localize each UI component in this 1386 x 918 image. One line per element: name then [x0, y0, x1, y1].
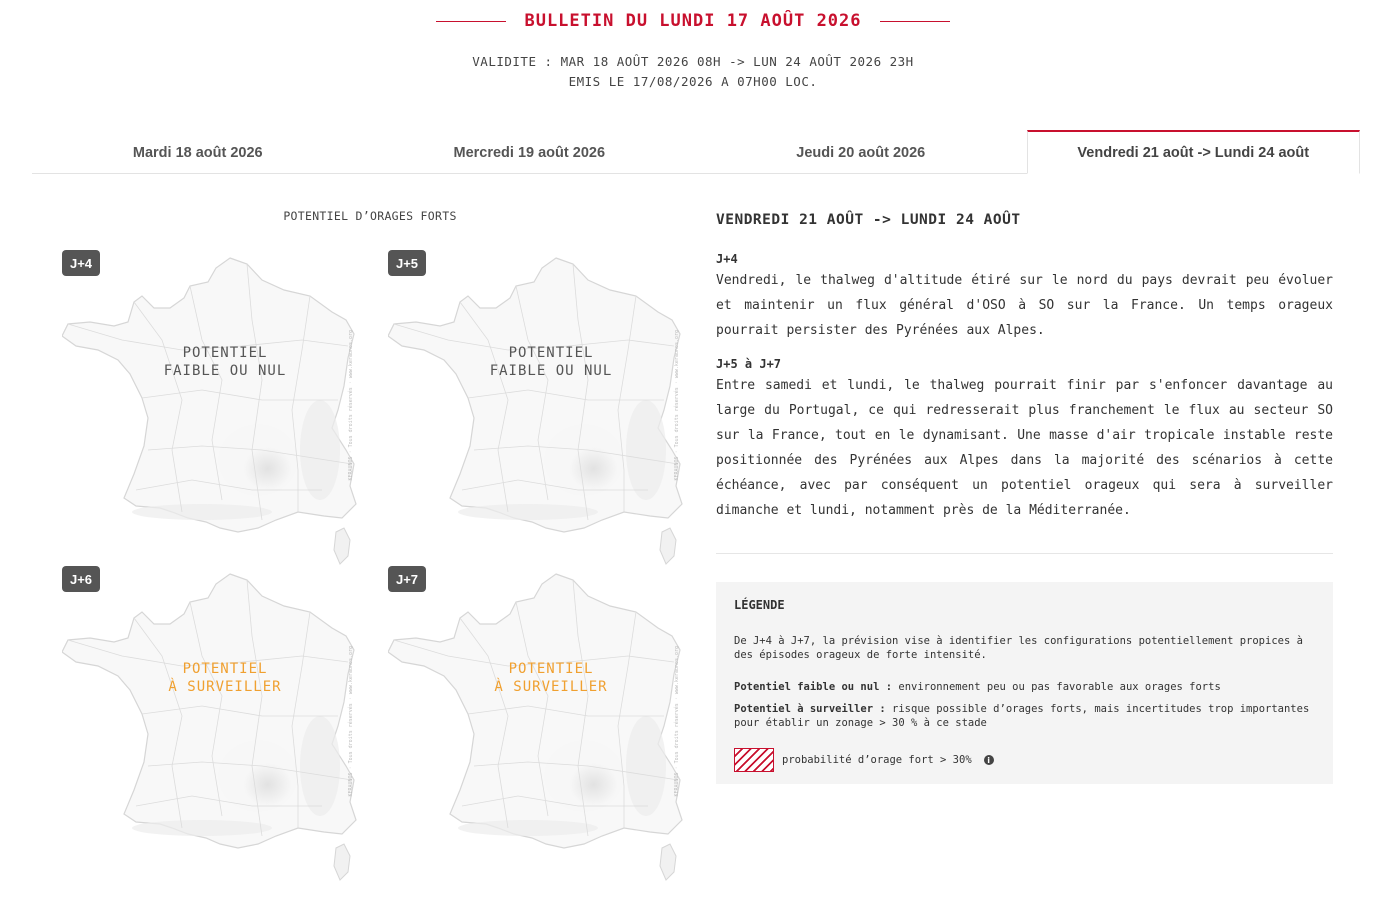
issued-text: EMIS LE 17/08/2026 A 07H00 LOC. [568, 74, 818, 89]
forecast-panel [716, 200, 1333, 784]
legend-low-term: Potentiel faible ou nul : [734, 681, 893, 693]
section-head-j4: J+4 [716, 252, 738, 266]
legend-box [716, 582, 1333, 784]
maps-title: POTENTIEL D’ORAGES FORTS [283, 209, 457, 223]
legend-title: LÉGENDE [734, 598, 785, 612]
badge-j7: J+7 [388, 566, 426, 592]
legend-prob-row [734, 748, 1315, 772]
bulletin-header [0, 0, 1386, 100]
separator [716, 553, 1333, 554]
info-icon[interactable]: i [984, 755, 994, 765]
badge-j4: J+4 [62, 250, 100, 276]
tab-mardi[interactable]: Mardi 18 août 2026 [132, 144, 263, 161]
legend-item-watch [734, 702, 1315, 730]
hatch-swatch [734, 748, 774, 772]
legend-intro: De J+4 à J+7, la prévision vise à identifier les configurations potentiellement propices à des épisodes orageux de forte intensité. [734, 635, 1303, 661]
map-j6 [62, 566, 362, 876]
period-title: VENDREDI 21 AOÛT -> LUNDI 24 AOÛT [716, 212, 1021, 228]
section-head-j5-j7: J+5 à J+7 [716, 357, 782, 371]
france-map [388, 250, 688, 570]
map-j4 [62, 250, 362, 560]
france-map [388, 566, 688, 886]
potential-label-j4: POTENTIEL FAIBLE OU NUL [163, 345, 287, 379]
title-rule-left [436, 21, 506, 22]
legend-item-low [734, 680, 1315, 694]
map-watermark: KERAUNOS · Tous droits réservés · www.keraunos.org [674, 330, 680, 481]
potential-label-j6: POTENTIEL À SURVEILLER [168, 661, 282, 695]
validity-text: VALIDITE : MAR 18 AOÛT 2026 08H -> LUN 24 AOÛT 2026 23H [472, 54, 914, 69]
title-row [0, 8, 1386, 34]
tab-jeudi[interactable]: Jeudi 20 août 2026 [796, 144, 926, 161]
potential-label-j7: POTENTIEL À SURVEILLER [494, 661, 608, 695]
title-rule-right [880, 21, 950, 22]
legend-watch-desc: risque possible d’orages forts, mais incertitudes trop importantes pour établir un zonage > 30 % à ce stade [734, 703, 1310, 729]
tab-mercredi[interactable]: Mercredi 19 août 2026 [453, 144, 606, 161]
bulletin-title: BULLETIN DU LUNDI 17 AOÛT 2026 [524, 11, 862, 31]
validity-block [0, 52, 1386, 92]
prob-label: probabilité d’orage fort > 30% [782, 754, 972, 766]
section-text-j4: Vendredi, le thalweg d'altitude étiré sur le nord du pays devrait peu évoluer et maintenir un flux général d'OSO à SO sur la France. Un temps orageux pourrait persister des Pyrénées aux Alpes. [716, 273, 1333, 338]
section-text-j5-j7: Entre samedi et lundi, le thalweg pourrait finir par s'enfoncer davantage au large du Portugal, ce qui redresserait plus franchement le flux au secteur SO sur la France, tout en le dynamisant. Une masse d'air tropicale instable reste positionnée des Pyrénées aux Alpes dans la majorité des scénarios à cette échéance, avec par conséquent un potentiel orageux qui sera à surveiller dimanche et lundi, notamment près de la Méditerranée. [716, 378, 1333, 518]
map-watermark: KERAUNOS · Tous droits réservés · www.keraunos.org [348, 646, 354, 797]
france-map [62, 566, 362, 886]
legend-watch-term: Potentiel à surveiller : [734, 703, 886, 715]
badge-j5: J+5 [388, 250, 426, 276]
potential-label-j5: POTENTIEL FAIBLE OU NUL [489, 345, 613, 379]
day-tabs [32, 130, 1360, 174]
map-j5 [388, 250, 688, 560]
map-watermark: KERAUNOS · Tous droits réservés · www.keraunos.org [674, 646, 680, 797]
badge-j6: J+6 [62, 566, 100, 592]
map-j7 [388, 566, 688, 876]
tab-vendredi-lundi[interactable]: Vendredi 21 août -> Lundi 24 août [1027, 130, 1361, 174]
legend-low-desc: environnement peu ou pas favorable aux orages forts [892, 681, 1221, 693]
france-map [62, 250, 362, 570]
map-watermark: KERAUNOS · Tous droits réservés · www.keraunos.org [348, 330, 354, 481]
